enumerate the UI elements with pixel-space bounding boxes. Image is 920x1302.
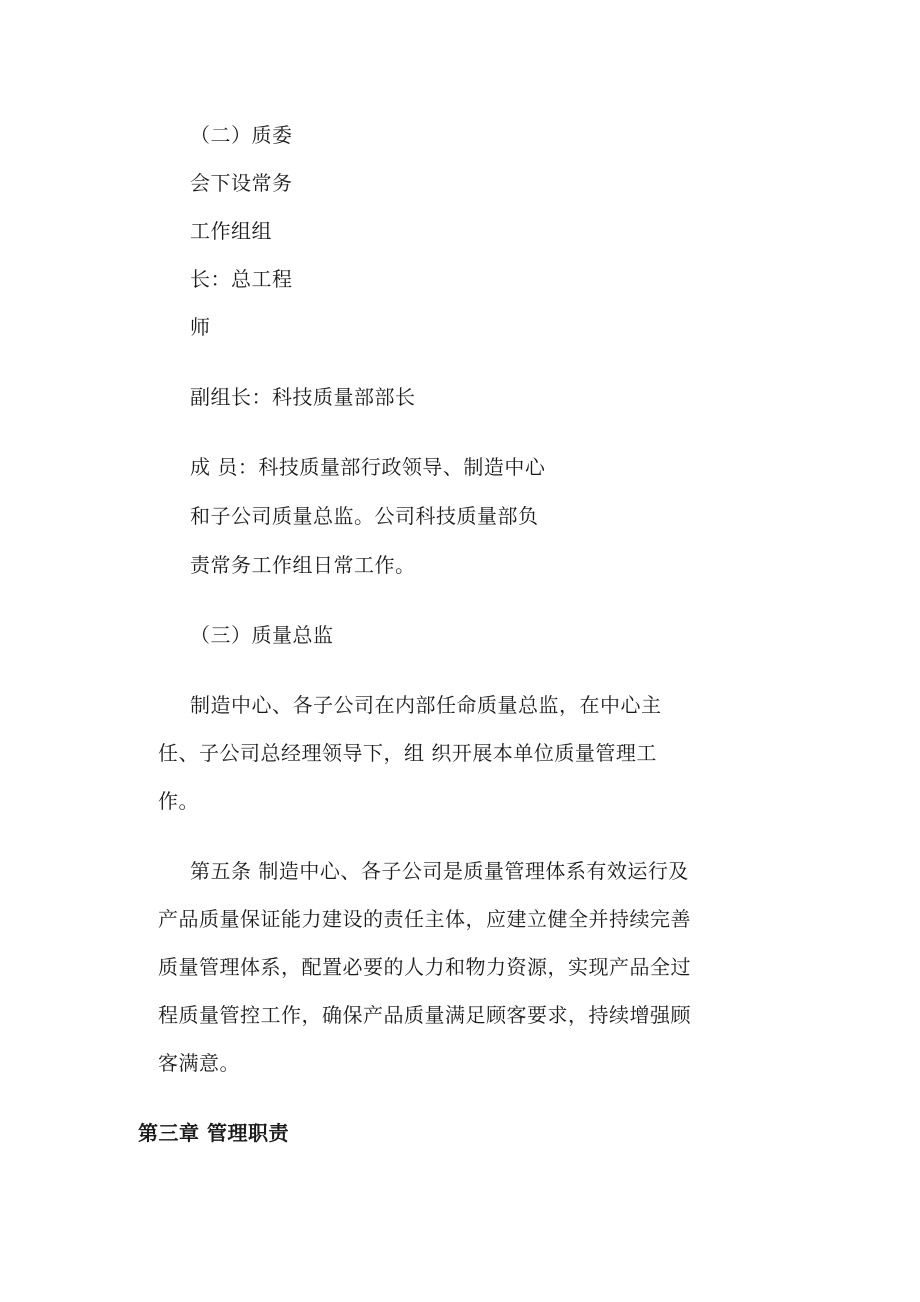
article-five-line-3: 质量管理体系，配置必要的人力和物力资源，实现产品全过: [158, 955, 691, 979]
members-line-3: 责常务工作组日常工作。: [190, 553, 416, 577]
section-three-body-line-3: 作。: [158, 789, 199, 813]
section-two-title-line-4: 长：总工程: [190, 267, 293, 291]
section-three-body-line-2: 任、子公司总经理领导下，组 织开展本单位质量管理工: [158, 741, 657, 765]
article-five-line-2: 产品质量保证能力建设的责任主体，应建立健全并持续完善: [158, 907, 691, 931]
article-five-line-5: 客满意。: [158, 1051, 240, 1075]
section-two-title-line-5: 师: [190, 315, 211, 339]
chapter-three-heading: 第三章 管理职责: [138, 1121, 289, 1145]
article-five-line-4: 程质量管控工作，确保产品质量满足顾客要求，持续增强顾: [158, 1003, 691, 1027]
section-three-body-line-1: 制造中心、各子公司在内部任命质量总监，在中心主: [190, 693, 662, 717]
section-three-title: （三）质量总监: [190, 623, 334, 647]
section-two-title-line-1: （二）质委: [190, 123, 293, 147]
members-line-1: 成 员：科技质量部行政领导、制造中心: [190, 455, 546, 479]
members-line-2: 和子公司质量总监。公司科技质量部负: [190, 504, 539, 528]
section-two-title-line-3: 工作组组: [190, 219, 272, 243]
deputy-leader-line: 副组长：科技质量部部长: [190, 385, 416, 409]
section-two-title-line-2: 会下设常务: [190, 171, 293, 195]
article-five-line-1: 第五条 制造中心、各子公司是质量管理体系有效运行及: [190, 859, 689, 883]
